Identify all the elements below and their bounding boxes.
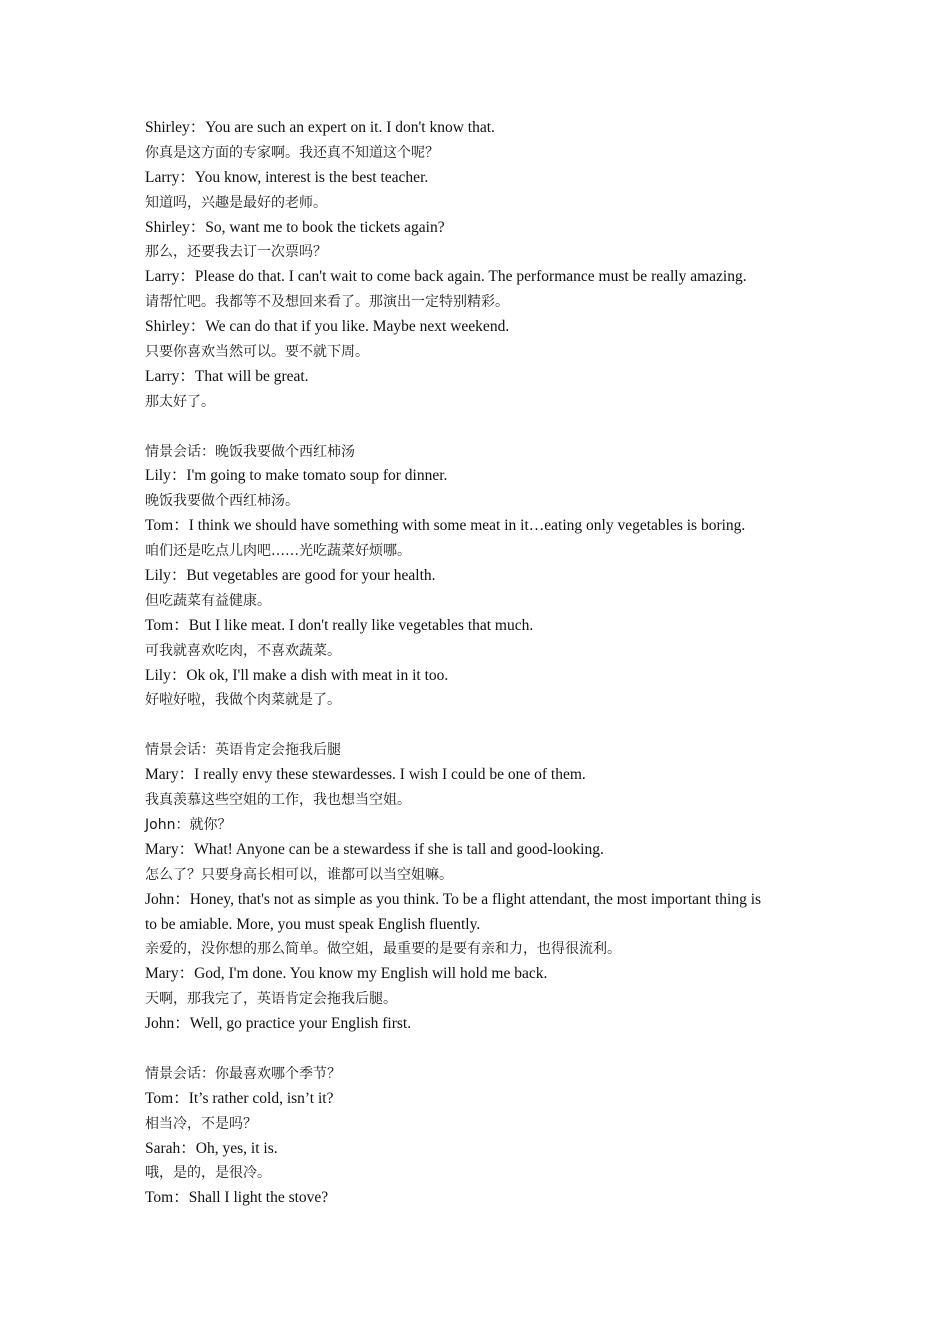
english-line: John：Honey, that's not as simple as you think. To be a flight attendant, the most important thing is xyxy=(145,890,762,908)
chinese-line: 你真是这方面的专家啊。我还真不知道这个呢？ xyxy=(145,144,439,161)
chinese-line: 咱们还是吃点儿肉吧……光吃蔬菜好烦哪。 xyxy=(145,543,411,560)
chinese-line: 只要你喜欢当然可以。要不就下周。 xyxy=(145,344,369,361)
english-line: Shirley：You are such an expert on it. I don't know that. xyxy=(145,119,495,136)
english-line: Mary：What! Anyone can be a stewardess if she is tall and good-looking. xyxy=(145,840,604,858)
chinese-line: 亲爱的，没你想的那么简单。做空姐，最重要的是要有亲和力，也得很流利。 xyxy=(145,941,621,958)
english-line: Lily：But vegetables are good for your health. xyxy=(145,567,436,585)
paragraph-gap xyxy=(145,1037,813,1062)
paragraph-gap xyxy=(145,713,813,738)
document-page xyxy=(145,116,813,1211)
english-line: Shirley：So, want me to book the tickets again? xyxy=(145,218,445,236)
chinese-line: 我真羡慕这些空姐的工作，我也想当空姐。 xyxy=(145,792,411,809)
english-line: Sarah：Oh, yes, it is. xyxy=(145,1139,278,1157)
chinese-line: 天啊，那我完了，英语肯定会拖我后腿。 xyxy=(145,991,397,1008)
english-line: Mary：God, I'm done. You know my English will hold me back. xyxy=(145,965,548,983)
english-line: Tom：It’s rather cold, isn’t it? xyxy=(145,1089,334,1107)
english-line: Larry：That will be great. xyxy=(145,367,309,385)
english-line: Lily：Ok ok, I'll make a dish with meat in it too. xyxy=(145,666,449,684)
english-line: Larry：You know, interest is the best teacher. xyxy=(145,168,429,186)
chinese-line: 请帮忙吧。我都等不及想回来看了。那演出一定特别精彩。 xyxy=(145,294,509,311)
chinese-line: 可我就喜欢吃肉，不喜欢蔬菜。 xyxy=(145,642,341,659)
chinese-line: 情景会话：晚饭我要做个西红柿汤 xyxy=(145,443,355,460)
chinese-line: 晚饭我要做个西红柿汤。 xyxy=(145,493,299,510)
chinese-line: 知道吗，兴趣是最好的老师。 xyxy=(145,194,327,211)
chinese-line: 怎么了？只要身高长相可以，谁都可以当空姐嘛。 xyxy=(145,866,453,883)
english-line: Mary：I really envy these stewardesses. I wish I could be one of them. xyxy=(145,766,586,784)
english-line: John：Well, go practice your English first. xyxy=(145,1015,412,1033)
chinese-line: 那么，还要我去订一次票吗？ xyxy=(145,244,327,261)
chinese-line: John：就你？ xyxy=(145,816,232,833)
paragraph-gap xyxy=(145,415,813,440)
chinese-line: 那太好了。 xyxy=(145,393,215,410)
english-line: Shirley：We can do that if you like. Maybe next weekend. xyxy=(145,318,510,336)
chinese-line: 但吃蔬菜有益健康。 xyxy=(145,592,271,609)
english-line: Lily：I'm going to make tomato soup for dinner. xyxy=(145,467,448,485)
chinese-line: 情景会话：你最喜欢哪个季节？ xyxy=(145,1065,341,1082)
english-line: Tom：But I like meat. I don't really like vegetables that much. xyxy=(145,616,534,634)
english-line: Tom：I think we should have something with some meat in it…eating only vegetables is boring. xyxy=(145,517,746,535)
chinese-line: 好啦好啦，我做个肉菜就是了。 xyxy=(145,692,341,709)
english-line: Larry：Please do that. I can't wait to come back again. The performance must be really amazing. xyxy=(145,268,747,286)
chinese-line: 相当冷，不是吗？ xyxy=(145,1115,257,1132)
english-line: Tom：Shall I light the stove? xyxy=(145,1189,329,1207)
english-line: to be amiable. More, you must speak English fluently. xyxy=(145,915,481,933)
chinese-line: 哦，是的，是很冷。 xyxy=(145,1165,271,1182)
chinese-line: 情景会话：英语肯定会拖我后腿 xyxy=(145,742,341,759)
